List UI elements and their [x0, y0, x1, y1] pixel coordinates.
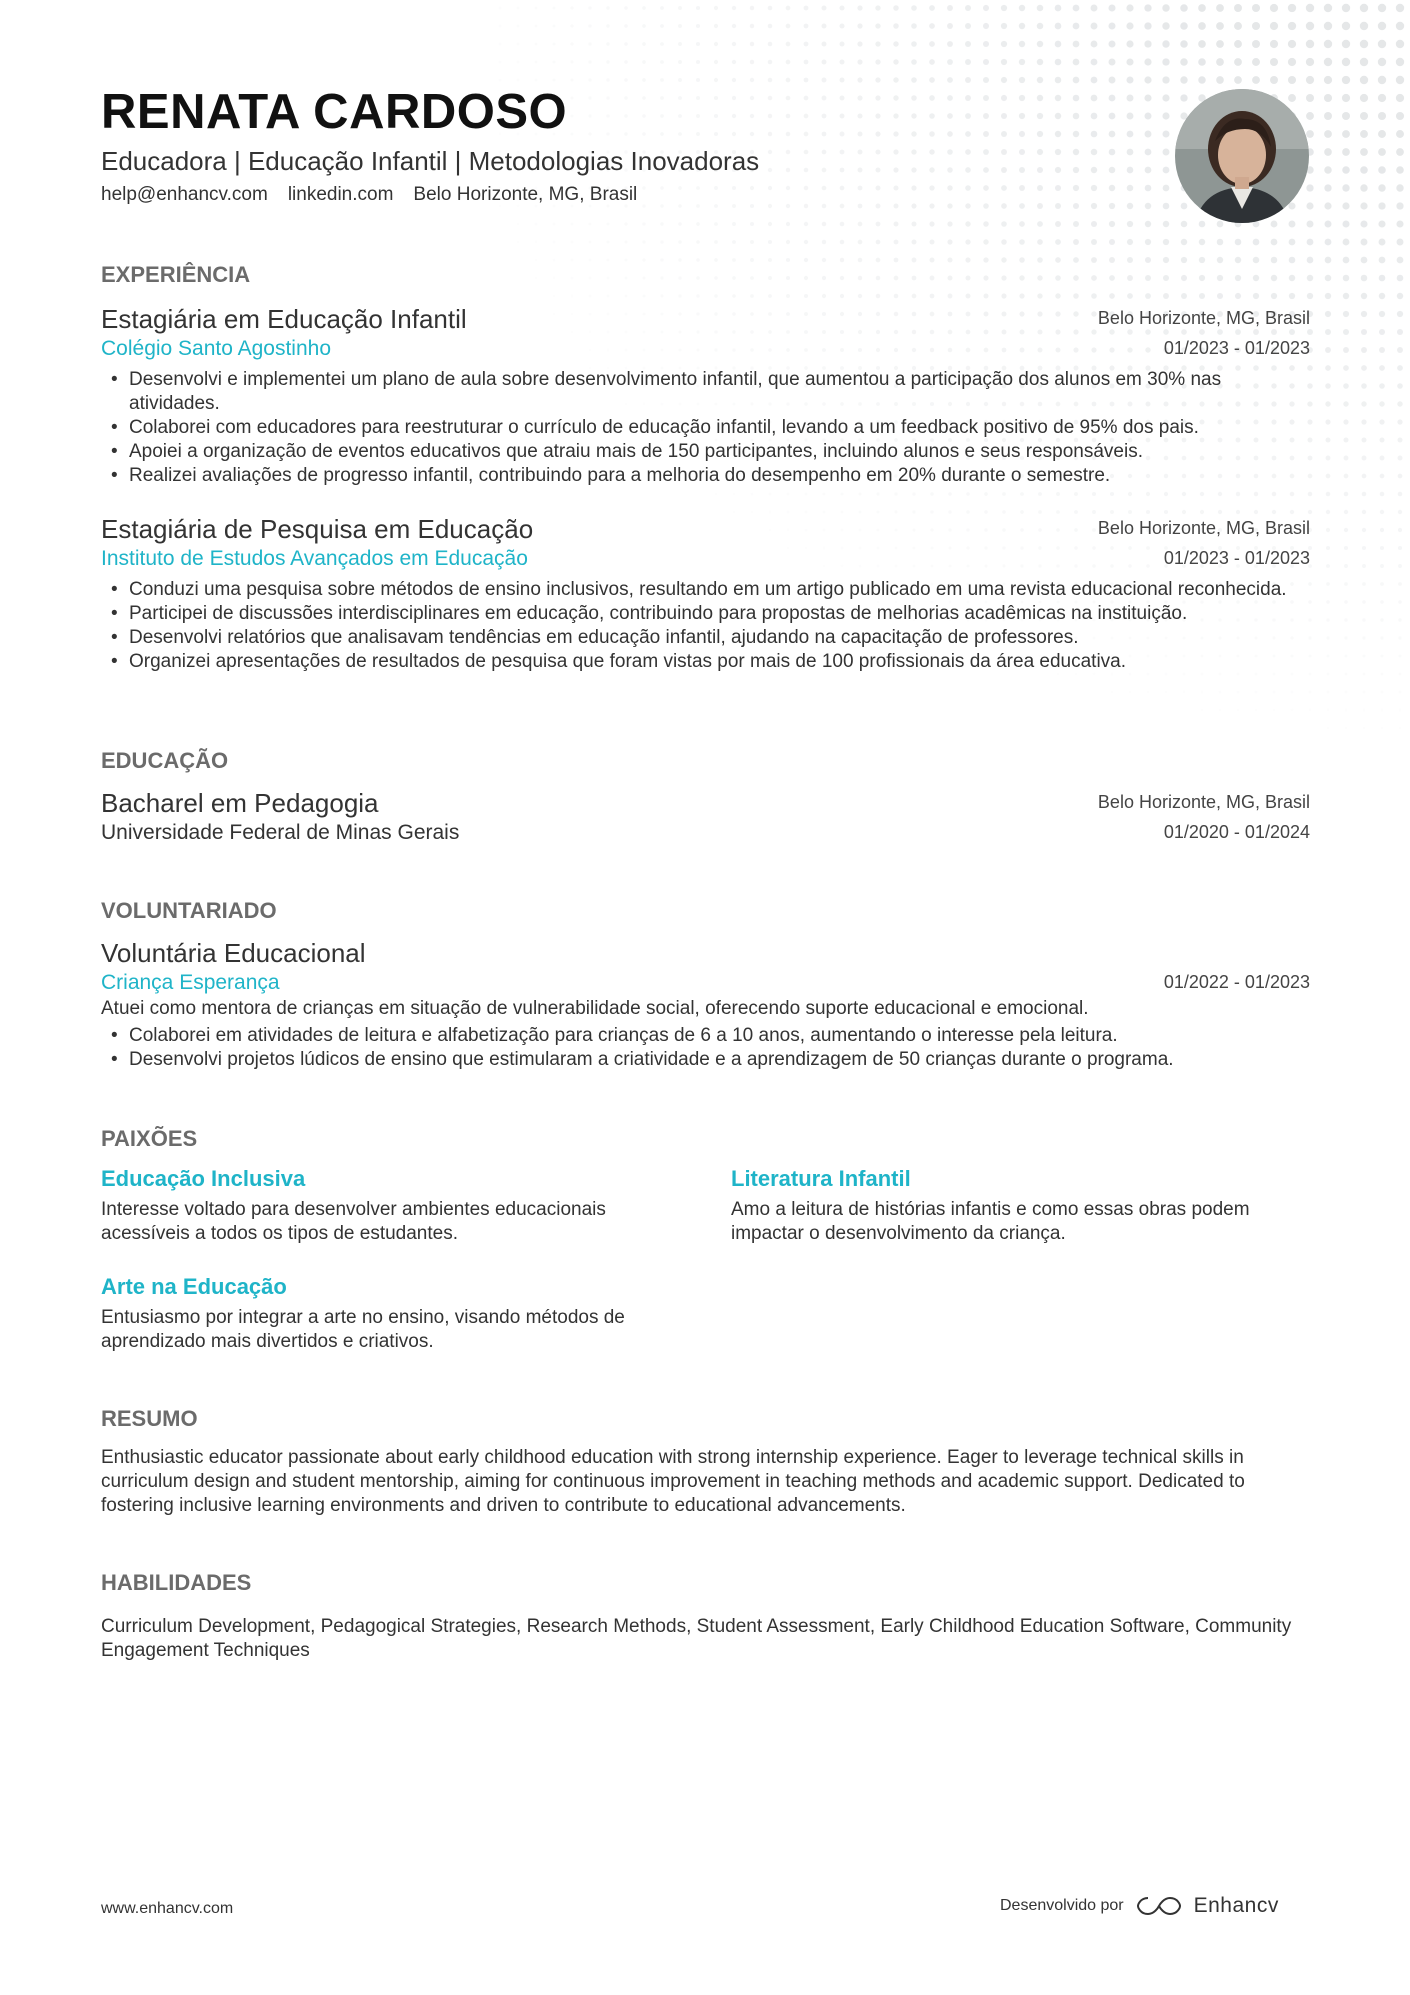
job-organization: Colégio Santo Agostinho	[101, 337, 332, 360]
resume-page	[101, 0, 1310, 1995]
list-item: • Colaborei com educadores para reestruturar o currículo de educação infantil, levando a um feedback positivo de 95% dos pais.	[101, 416, 1310, 440]
passion-text: Entusiasmo por integrar a arte no ensino, visando métodos de aprendizado mais divertidos e criativos.	[101, 1307, 625, 1352]
volunteer-dates: 01/2022 - 01/2023	[1163, 972, 1310, 992]
contact-linkedin[interactable]: linkedin.com	[287, 184, 394, 205]
school: Universidade Federal de Minas Gerais	[101, 821, 460, 844]
contact-email[interactable]: help@enhancv.com	[101, 184, 268, 205]
candidate-title: Educadora | Educação Infantil | Metodologias Inovadoras	[101, 146, 760, 176]
volunteer-description: Atuei como mentora de crianças em situação de vulnerabilidade social, oferecendo suporte educacional e emocional.	[101, 998, 1089, 1019]
passions-section	[101, 1126, 1310, 1152]
job-bullets	[101, 578, 1310, 674]
candidate-name: RENATA CARDOSO	[101, 85, 568, 139]
contact-row	[101, 184, 637, 206]
passion-text: Interesse voltado para desenvolver ambientes educacionais acessíveis a todos os tipos de estudantes.	[101, 1199, 606, 1244]
skills-text: Curriculum Development, Pedagogical Strategies, Research Methods, Student Assessment, Early Childhood Education Software, Community Engagement Techniques	[101, 1616, 1292, 1661]
education-heading: EDUCAÇÃO	[101, 748, 229, 773]
list-item: • Realizei avaliações de progresso infantil, contribuindo para a melhoria do desempenho em 20% durante o semestre.	[101, 464, 1310, 488]
passion-title: Arte na Educação	[101, 1274, 287, 1299]
list-item: • Desenvolvi e implementei um plano de aula sobre desenvolvimento infantil, que aumentou a participação dos alunos em 30% nas atividades.	[101, 368, 1310, 416]
passion-title: Educação Inclusiva	[101, 1166, 306, 1191]
job-bullets	[101, 368, 1310, 488]
volunteer-entry	[101, 938, 1310, 1078]
job-role: Estagiária em Educação Infantil	[101, 304, 467, 334]
skills-heading: HABILIDADES	[101, 1570, 252, 1595]
passion-title: Literatura Infantil	[731, 1166, 911, 1191]
passions-heading: PAIXÕES	[101, 1126, 198, 1151]
summary-text: Enthusiastic educator passionate about early childhood education with strong internship experience. Eager to leverage technical skills in curriculum design and student mentorship, aiming for continuous improvement in teaching methods and academic support. Dedicated to fostering inclusive learning environments and driven to contribute to educational advancements.	[101, 1447, 1245, 1516]
degree: Bacharel em Pedagogia	[101, 788, 379, 818]
job-location: Belo Horizonte, MG, Brasil	[1097, 518, 1310, 538]
footer-website[interactable]: www.enhancv.com	[101, 1900, 234, 1917]
education-dates: 01/2020 - 01/2024	[1163, 822, 1310, 842]
volunteer-role: Voluntária Educacional	[101, 938, 366, 968]
powered-by-label: Desenvolvido por	[1000, 1897, 1124, 1914]
volunteer-bullets	[101, 1024, 1310, 1072]
contact-location: Belo Horizonte, MG, Brasil	[413, 184, 638, 205]
footer-branding[interactable]	[1000, 1894, 1279, 1918]
experience-entry	[101, 304, 1310, 494]
summary-heading: RESUMO	[101, 1406, 198, 1431]
enhancv-logo-icon	[1136, 1895, 1182, 1917]
list-item: • Organizei apresentações de resultados de pesquisa que foram vistas por mais de 100 profissionais da área educativa.	[101, 650, 1310, 674]
job-location: Belo Horizonte, MG, Brasil	[1097, 308, 1310, 328]
profile-photo	[1175, 89, 1309, 223]
volunteer-section	[101, 898, 1310, 924]
job-dates: 01/2023 - 01/2023	[1163, 548, 1310, 568]
brand-name: Enhancv	[1193, 1894, 1279, 1917]
job-dates: 01/2023 - 01/2023	[1163, 338, 1310, 358]
volunteer-organization: Criança Esperança	[101, 971, 280, 994]
experience-section	[101, 262, 1310, 288]
list-item: • Desenvolvi relatórios que analisavam tendências em educação infantil, ajudando na capacitação de professores.	[101, 626, 1310, 650]
job-organization: Instituto de Estudos Avançados em Educação	[101, 547, 528, 570]
list-item: • Participei de discussões interdisciplinares em educação, contribuindo para propostas de melhorias acadêmicas na instituição.	[101, 602, 1310, 626]
education-location: Belo Horizonte, MG, Brasil	[1097, 792, 1310, 812]
education-entry	[101, 788, 1310, 848]
experience-entry	[101, 514, 1310, 704]
volunteer-heading: VOLUNTARIADO	[101, 898, 277, 923]
list-item: • Apoiei a organização de eventos educativos que atraiu mais de 150 participantes, incluindo alunos e seus responsáveis.	[101, 440, 1310, 464]
list-item: • Conduzi uma pesquisa sobre métodos de ensino inclusivos, resultando em um artigo publicado em uma revista educacional reconhecida.	[101, 578, 1310, 602]
job-role: Estagiária de Pesquisa em Educação	[101, 514, 534, 544]
education-section	[101, 748, 1310, 774]
list-item: • Colaborei em atividades de leitura e alfabetização para crianças de 6 a 10 anos, aumentando o interesse pela leitura.	[101, 1024, 1310, 1048]
experience-heading: EXPERIÊNCIA	[101, 262, 251, 287]
skills-section	[101, 1570, 1310, 1596]
passion-text: Amo a leitura de histórias infantis e como essas obras podem impactar o desenvolvimento da criança.	[731, 1199, 1250, 1244]
summary-section	[101, 1406, 1310, 1432]
list-item: • Desenvolvi projetos lúdicos de ensino que estimularam a criatividade e a aprendizagem de 50 crianças durante o programa.	[101, 1048, 1310, 1072]
passions-grid	[101, 1166, 1310, 1366]
